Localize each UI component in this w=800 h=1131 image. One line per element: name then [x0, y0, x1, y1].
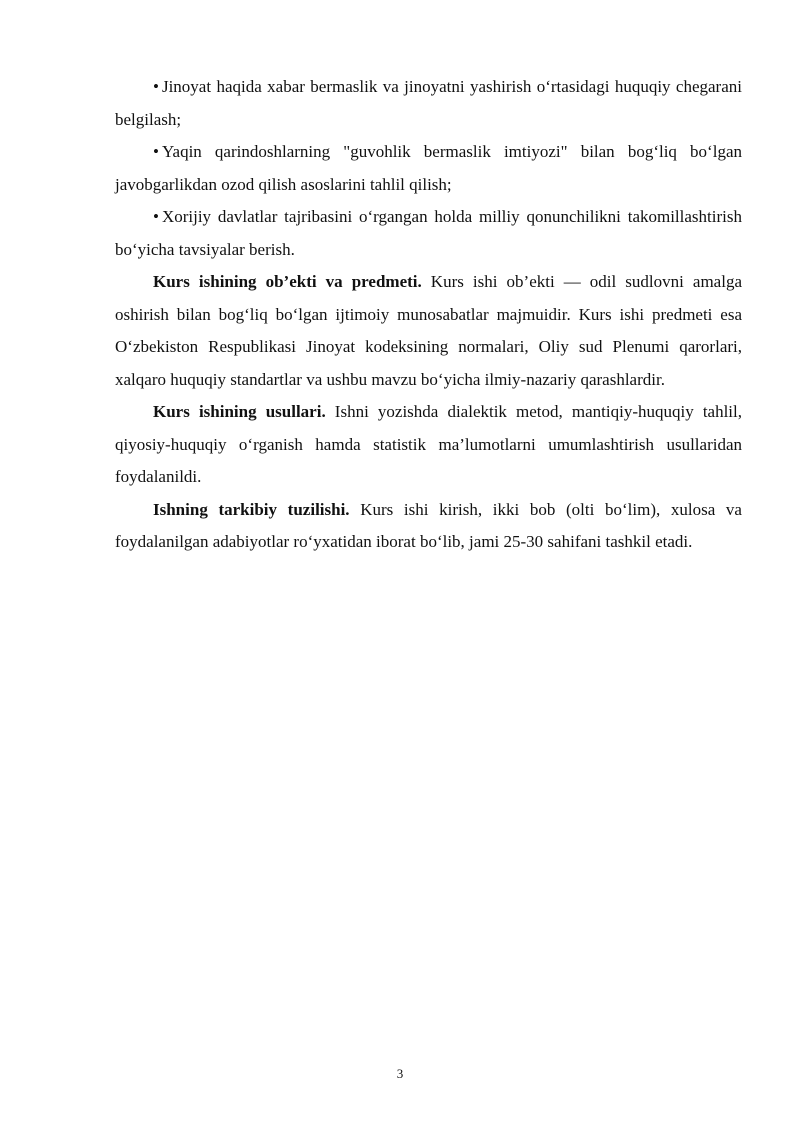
bullet-text: Yaqin qarindoshlarning "guvohlik bermaslik imtiyozi" bilan bog‘liq bo‘lgan javobgarlikdan ozod qilish asoslarini tahlil qilish; — [115, 142, 742, 194]
paragraph-heading: Kurs ishining usullari. — [153, 402, 326, 421]
page-number: 3 — [396, 1066, 404, 1081]
bullet-marker: • — [153, 142, 159, 161]
bullet-item — [115, 136, 742, 201]
paragraph-methods — [115, 396, 742, 494]
paragraph-heading: Kurs ishining ob’ekti va predmeti. — [153, 272, 422, 291]
bullet-marker: • — [153, 207, 159, 226]
paragraph-object-subject — [115, 266, 742, 396]
bullet-marker: • — [153, 77, 159, 96]
paragraph-text: Kurs ishi ob’ekti — odil sudlovni amalga oshirish bilan bog‘liq bo‘lgan ijtimoiy munosabatlar majmuidir. Kurs ishi predmeti esa O‘zbekiston Respublikasi Jinoyat kodeksining normalari, Oliy sud Plenumi qarorlari, xalqaro huquqiy standartlar va ushbu mavzu bo‘yicha ilmiy-nazariy qarashlardir. — [115, 272, 742, 389]
bullet-text: Xorijiy davlatlar tajribasini o‘rgangan holda milliy qonunchilikni takomillashtirish bo‘yicha tavsiyalar berish. — [115, 207, 742, 259]
bullet-text: Jinoyat haqida xabar bermaslik va jinoyatni yashirish o‘rtasidagi huquqiy chegarani belgilash; — [115, 77, 742, 129]
paragraph-text: Kurs ishi kirish, ikki bob (olti bo‘lim), xulosa va foydalanilgan adabiyotlar ro‘yxatidan iborat bo‘lib, jami 25-30 sahifani tashkil etadi. — [115, 499, 742, 551]
bullet-item — [115, 201, 742, 266]
page-content — [115, 71, 742, 559]
paragraph-structure — [115, 494, 742, 559]
paragraph-text: Ishni yozishda dialektik metod, mantiqiy-huquqiy tahlil, qiyosiy-huquqiy o‘rganish hamda statistik ma’lumotlarni umumlashtirish usullaridan foydalanildi. — [115, 402, 743, 486]
paragraph-heading: Ishning tarkibiy tuzilishi. — [153, 499, 350, 519]
bullet-item — [115, 71, 742, 136]
